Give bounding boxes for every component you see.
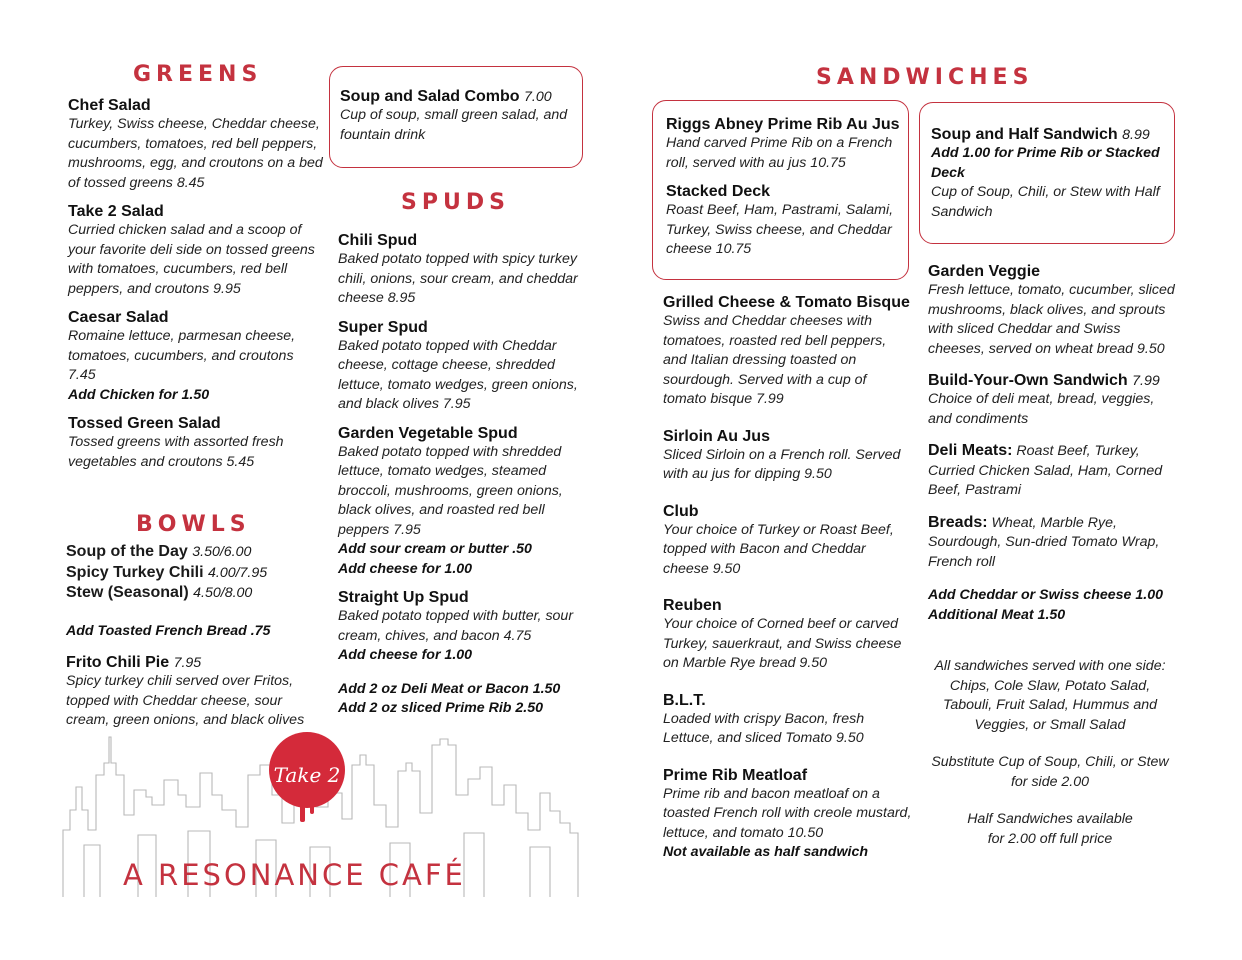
take2-logo: [262, 730, 352, 830]
bowls-title: BOWLS: [136, 512, 251, 537]
item-name: Sirloin Au Jus: [663, 427, 770, 445]
item-name: Straight Up Spud: [338, 589, 469, 606]
item-addon: Add Chicken for 1.50: [68, 386, 210, 403]
half-sandwich-box: [919, 102, 1175, 244]
item-name: Reuben: [663, 597, 722, 614]
sandwiches-right-list: [928, 262, 1178, 625]
sides-note: All sandwiches served with one side: Chips, Cole Slaw, Potato Salad, Tabouli, Fruit Salad, Hummus and Veggies, or Small Salad: [934, 658, 1166, 733]
item-desc: Swiss and Cheddar cheeses with tomatoes, roasted red bell peppers, and Italian dressing toasted on sourdough. Served with a cup of tomato bisque 7.99: [663, 313, 887, 407]
item-name: B.L.T.: [663, 691, 706, 709]
deli-meats-list: Roast Beef, Turkey, Curried Chicken Salad, Ham, Corned Beef, Pastrami: [928, 443, 1163, 498]
item-desc: Baked potato topped with spicy turkey chili, onions, sour cream, and cheddar cheese 8.95: [338, 251, 578, 306]
item-addon: Add cheese for 1.00: [338, 560, 473, 577]
item-desc: Sliced Sirloin on a French roll. Served with au jus for dipping 9.50: [663, 446, 901, 482]
item-name: Super Spud: [338, 318, 428, 336]
item-name: Club: [663, 502, 699, 520]
menu-item: [663, 293, 913, 410]
breads: [928, 513, 1178, 573]
menu-item: [663, 766, 913, 863]
item-name: Spicy Turkey Chili: [66, 563, 204, 581]
item-addon: Add sour cream or butter .50: [338, 541, 532, 557]
item-name: Grilled Cheese & Tomato Bisque: [663, 294, 910, 311]
item-desc: Hand carved Prime Rib on a French roll, served with au jus 10.75: [666, 135, 893, 171]
spuds-list: [338, 231, 594, 719]
item-price: 8.99: [1122, 127, 1150, 143]
item-name: Soup and Salad Combo: [340, 88, 520, 105]
item-price: 4.50/8.00: [193, 585, 253, 601]
item-price: 4.00/7.95: [207, 564, 268, 581]
sandwich-addon: Add Cheddar or Swiss cheese 1.00: [928, 587, 1163, 603]
substitute-note: Substitute Cup of Soup, Chili, or Stew for side 2.00: [931, 754, 1169, 790]
item-desc: Cup of Soup, Chili, or Stew with Half Sandwich: [931, 184, 1160, 220]
item-desc: Baked potato topped with shredded lettuce, tomato wedges, steamed broccoli, mushrooms, green onions, black olives, and roasted red bell peppers 7.95: [338, 443, 563, 538]
item-price: 7.99: [1132, 373, 1160, 389]
bowl-item: [66, 583, 326, 604]
menu-item: [666, 182, 901, 260]
bowl-item: [66, 542, 326, 563]
item-desc: Cup of soup, small green salad, and fountain drink: [340, 107, 568, 143]
item-name: Chili Spud: [338, 232, 418, 249]
greens-title: GREENS: [133, 62, 263, 87]
menu-item: [663, 427, 913, 485]
item-name: Prime Rib Meatloaf: [663, 766, 808, 784]
menu-item: [663, 502, 913, 580]
deli-meats: [928, 441, 1178, 501]
greens-list: [68, 96, 324, 472]
item-desc: Turkey, Swiss cheese, Cheddar cheese, cucumbers, tomatoes, red bell peppers, mushrooms, egg, and croutons on a bed of tossed greens 8.45: [68, 116, 323, 191]
item-name: Tossed Green Salad: [68, 415, 221, 432]
cafe-name: A RESONANCE CAFÉ: [123, 858, 466, 892]
bowls-list: [66, 542, 326, 731]
item-desc: Baked potato topped with butter, sour cream, chives, and bacon 4.75: [338, 608, 574, 644]
item-name: Frito Chili Pie: [66, 654, 170, 671]
menu-item: [68, 308, 324, 405]
item-name: Garden Vegetable Spud: [338, 424, 518, 442]
item-desc: Your choice of Turkey or Roast Beef, topped with Bacon and Cheddar cheese 9.50: [663, 521, 894, 577]
breads-label: Breads:: [928, 513, 988, 531]
menu-item: [338, 231, 594, 309]
item-name: Chef Salad: [68, 97, 151, 114]
combo-box: [329, 66, 583, 168]
item-desc: Choice of deli meat, bread, veggies, and condiments: [928, 391, 1155, 427]
item-name: Stew (Seasonal): [66, 584, 189, 601]
logo-mark: Take 2: [273, 763, 341, 787]
item-desc: Tossed greens with assorted fresh vegetables and croutons 5.45: [68, 434, 284, 470]
item-price: 3.50/6.00: [192, 544, 252, 560]
spud-addon: Add 2 oz sliced Prime Rib 2.50: [338, 700, 543, 716]
menu-item: [338, 318, 594, 415]
bowl-item: [66, 563, 326, 584]
menu-item: [663, 596, 913, 674]
item-addon: Not available as half sandwich: [663, 844, 868, 860]
item-price: 7.95: [173, 655, 202, 671]
item-desc: Your choice of Corned beef or carved Turkey, sauerkraut, and Swiss cheese on Marble Rye bread 9.50: [663, 616, 902, 671]
sandwich-notes: [925, 657, 1175, 849]
item-desc: Romaine lettuce, parmesan cheese, tomatoes, cucumbers, and croutons 7.45: [68, 328, 296, 383]
menu-item: [68, 96, 324, 193]
item-desc: Baked potato topped with Cheddar cheese, cottage cheese, shredded lettuce, tomato wedges, green onions, and black olives 7.95: [338, 337, 578, 412]
spuds-title: SPUDS: [401, 190, 510, 215]
featured-sandwiches-box: [652, 100, 909, 280]
item-name: Soup and Half Sandwich: [931, 126, 1118, 143]
menu-item: [928, 262, 1178, 359]
item-addon: Add cheese for 1.00: [338, 647, 473, 663]
spud-addon: Add 2 oz Deli Meat or Bacon 1.50: [338, 680, 561, 697]
item-name: Build-Your-Own Sandwich: [928, 372, 1128, 389]
half-sandwich-note: Half Sandwiches available for 2.00 off full price: [967, 811, 1133, 847]
item-name: Garden Veggie: [928, 263, 1041, 280]
item-desc: Roast Beef, Ham, Pastrami, Salami, Turkey, Swiss cheese, and Cheddar cheese 10.75: [666, 202, 894, 257]
item-desc: Prime rib and bacon meatloaf on a toasted French roll with creole mustard, lettuce, and tomato 10.50: [663, 785, 912, 841]
sandwich-addon: Additional Meat 1.50: [928, 606, 1066, 623]
deli-meats-label: Deli Meats:: [928, 442, 1013, 459]
logo-drip: [310, 802, 314, 814]
menu-item: [928, 371, 1178, 429]
menu-item: [66, 653, 326, 731]
item-addon: Add 1.00 for Prime Rib or Stacked Deck: [931, 145, 1160, 181]
sandwiches-left-list: [663, 293, 913, 863]
menu-item: [338, 424, 594, 580]
item-name: Take 2 Salad: [68, 203, 164, 220]
item-name: Soup of the Day: [66, 543, 188, 560]
item-price: 7.00: [524, 89, 552, 105]
menu-item: [663, 691, 913, 749]
bowl-addon: Add Toasted French Bread .75: [66, 622, 271, 639]
menu-item: [68, 202, 324, 299]
sandwiches-title: SANDWICHES: [816, 65, 1034, 90]
menu-item: [666, 115, 901, 173]
menu-item: [338, 588, 594, 666]
item-desc: Fresh lettuce, tomato, cucumber, sliced mushrooms, black olives, and sprouts with sliced Cheddar and Swiss cheeses, served on wheat bread 9.50: [928, 282, 1175, 357]
logo-drip: [300, 804, 305, 822]
item-name: Stacked Deck: [666, 183, 771, 200]
breads-list: Wheat, Marble Rye, Sourdough, Sun-dried Tomato Wrap, French roll: [928, 514, 1160, 570]
item-desc: Loaded with crispy Bacon, fresh Lettuce, and sliced Tomato 9.50: [663, 710, 865, 746]
item-name: Caesar Salad: [68, 309, 169, 326]
menu-item: [68, 414, 324, 472]
item-name: Riggs Abney Prime Rib Au Jus: [666, 116, 900, 133]
item-desc: Spicy turkey chili served over Fritos, topped with Cheddar cheese, sour cream, green onions, and black olives: [66, 673, 305, 728]
item-desc: Curried chicken salad and a scoop of your favorite deli side on tossed greens with tomatoes, cucumbers, red bell peppers, and croutons 9.95: [68, 222, 315, 297]
